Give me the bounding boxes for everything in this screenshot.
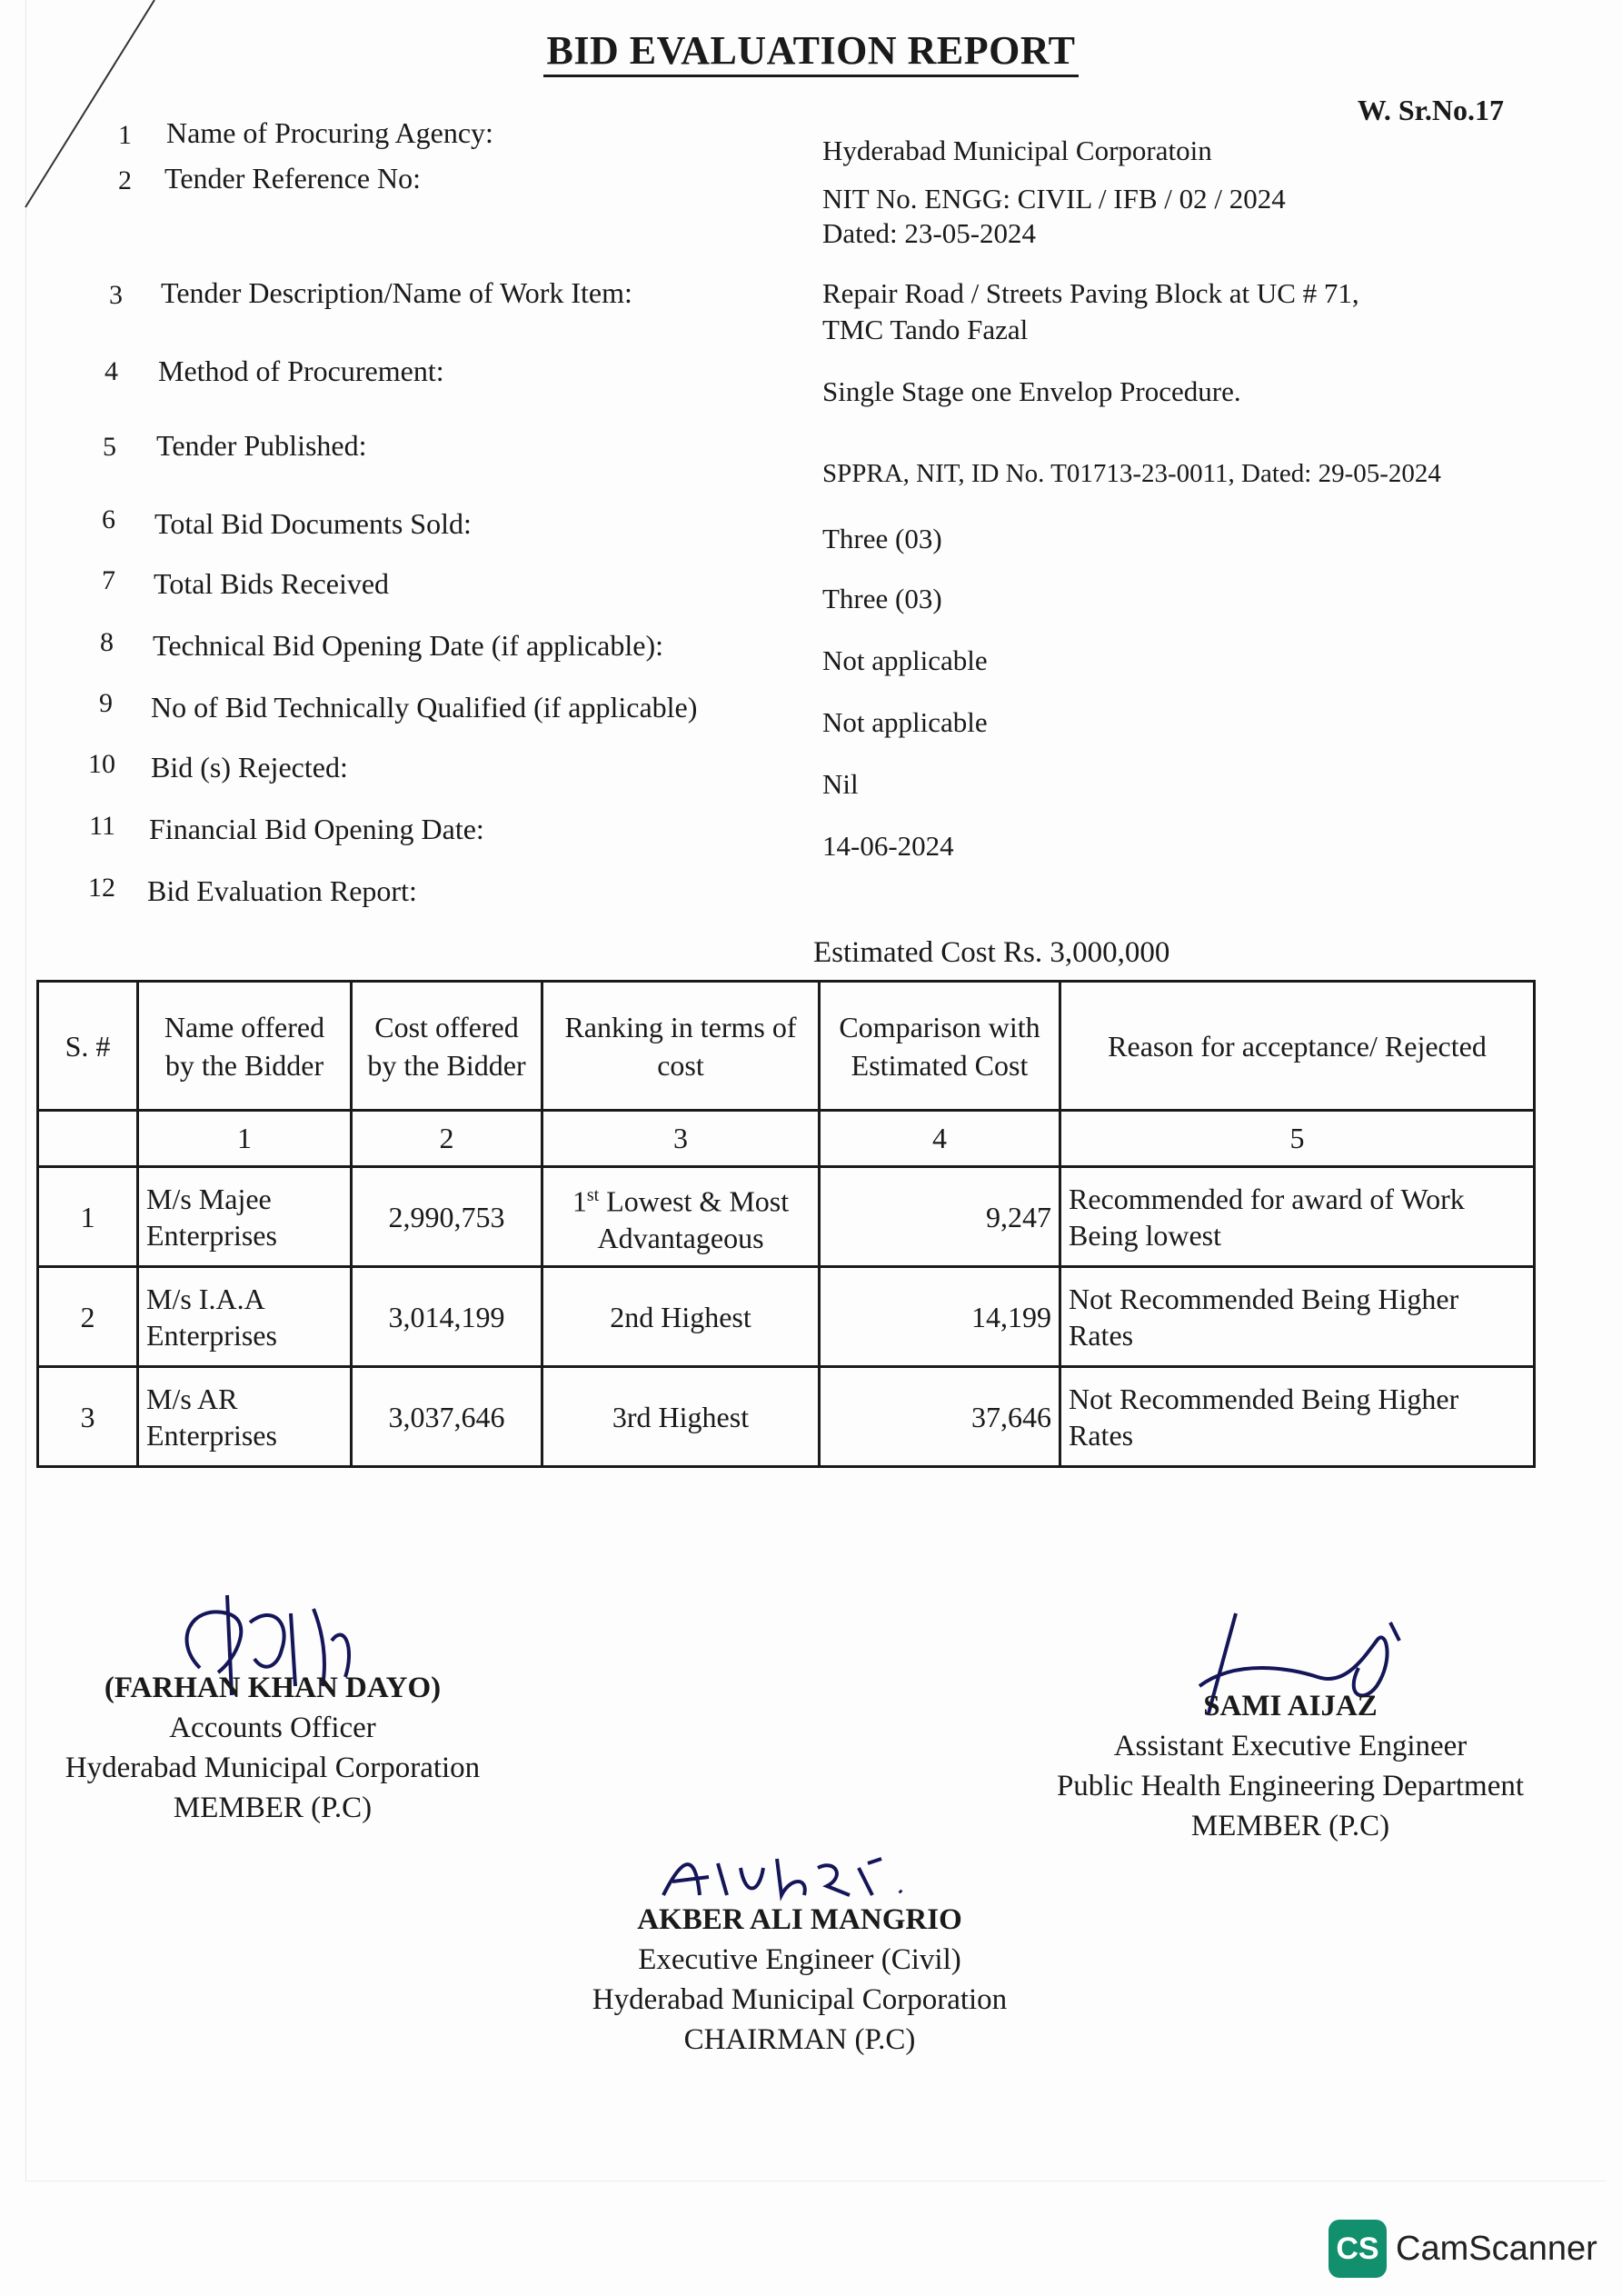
camscanner-icon: CS xyxy=(1328,2220,1387,2278)
signatory-left-role: MEMBER (P.C) xyxy=(173,1792,373,1824)
field-value-tender-ref: NIT No. ENGG: CIVIL / IFB / 02 / 2024 xyxy=(822,183,1286,215)
cell-ranking: 2nd Highest xyxy=(542,1267,820,1367)
header-comparison: Comparison with Estimated Cost xyxy=(820,982,1060,1111)
estimated-cost: Estimated Cost Rs. 3,000,000 xyxy=(813,936,1170,969)
field-value-docs-sold: Three (03) xyxy=(822,523,942,554)
rank-number: 1 xyxy=(572,1184,587,1218)
field-value-description-2: TMC Tando Fazal xyxy=(822,314,1029,345)
header-serial: S. # xyxy=(38,982,138,1111)
cell-comparison: 14,199 xyxy=(820,1267,1060,1367)
field-num-7: 7 xyxy=(102,565,115,595)
cell-serial: 1 xyxy=(38,1167,138,1267)
camscanner-label: CamScanner xyxy=(1396,2229,1597,2268)
field-num-8: 8 xyxy=(100,627,114,657)
field-value-bids-received: Three (03) xyxy=(822,583,942,614)
rank-superscript: st xyxy=(586,1185,600,1206)
report-title: BID EVALUATION REPORT xyxy=(0,27,1622,74)
field-value-published: SPPRA, NIT, ID No. T01713-23-0011, Dated: 29-05-2024 xyxy=(822,459,1441,488)
cell-reason: Recommended for award of Work Being lowest xyxy=(1060,1167,1535,1267)
field-value-technically-qualified: Not applicable xyxy=(822,706,988,738)
field-label-docs-sold: Total Bid Documents Sold: xyxy=(154,507,472,540)
cell-ranking: 3rd Highest xyxy=(542,1367,820,1467)
field-value-tender-date: Dated: 23-05-2024 xyxy=(822,217,1037,249)
rank-text: Lowest & Most Advantageous xyxy=(597,1184,790,1254)
field-num-4: 4 xyxy=(104,356,118,386)
header-bidder-name: Name offered by the Bidder xyxy=(138,982,352,1111)
field-value-rejected: Nil xyxy=(822,768,859,800)
cell-bidder-name: M/s Majee Enterprises xyxy=(138,1167,352,1267)
cell-cost: 3,037,646 xyxy=(352,1367,542,1467)
index-cell: 4 xyxy=(820,1111,1060,1167)
signatory-right-designation: Assistant Executive Engineer xyxy=(1113,1730,1468,1762)
index-cell: 1 xyxy=(138,1111,352,1167)
table-row xyxy=(38,1367,1535,1467)
field-num-10: 10 xyxy=(88,749,115,779)
cell-bidder-name: M/s AR Enterprises xyxy=(138,1367,352,1467)
field-value-method: Single Stage one Envelop Procedure. xyxy=(822,375,1241,407)
field-label-published: Tender Published: xyxy=(156,429,367,462)
field-label-rejected: Bid (s) Rejected: xyxy=(151,751,348,784)
index-cell: 5 xyxy=(1060,1111,1535,1167)
table-row xyxy=(38,1167,1535,1267)
field-label-technically-qualified: No of Bid Technically Qualified (if applicable) xyxy=(151,691,698,724)
header-reason: Reason for acceptance/ Rejected xyxy=(1060,982,1535,1111)
field-num-2: 2 xyxy=(118,165,132,195)
field-label-technical-opening: Technical Bid Opening Date (if applicable): xyxy=(153,629,663,662)
cell-reason: Not Recommended Being Higher Rates xyxy=(1060,1367,1535,1467)
cell-cost: 2,990,753 xyxy=(352,1167,542,1267)
field-label-bids-received: Total Bids Received xyxy=(154,567,390,600)
cell-serial: 3 xyxy=(38,1367,138,1467)
index-cell xyxy=(38,1111,138,1167)
field-num-3: 3 xyxy=(109,280,123,310)
field-num-11: 11 xyxy=(89,811,115,841)
signatory-left-designation: Accounts Officer xyxy=(169,1712,376,1744)
field-label-financial-opening: Financial Bid Opening Date: xyxy=(149,813,484,845)
signatory-left-org: Hyderabad Municipal Corporation xyxy=(65,1752,481,1784)
cell-comparison: 9,247 xyxy=(820,1167,1060,1267)
signatory-left xyxy=(36,1668,509,1828)
serial-number: W. Sr.No.17 xyxy=(1357,94,1504,126)
signatory-center-role: CHAIRMAN (P.C) xyxy=(683,2023,916,2056)
signatory-center-designation: Executive Engineer (Civil) xyxy=(638,1943,961,1976)
field-label-agency: Name of Procuring Agency: xyxy=(166,116,493,149)
signatory-left-name: (FARHAN KHAN DAYO) xyxy=(104,1672,442,1704)
cell-serial: 2 xyxy=(38,1267,138,1367)
field-value-agency: Hyderabad Municipal Corporatoin xyxy=(822,135,1212,166)
signatory-center-name: AKBER ALI MANGRIO xyxy=(637,1903,962,1936)
signatory-right-role: MEMBER (P.C) xyxy=(1190,1810,1390,1842)
field-num-1: 1 xyxy=(118,120,132,150)
header-ranking: Ranking in terms of cost xyxy=(542,982,820,1111)
cell-bidder-name: M/s I.A.A Enterprises xyxy=(138,1267,352,1367)
field-value-technical-opening: Not applicable xyxy=(822,644,988,676)
cell-reason: Not Recommended Being Higher Rates xyxy=(1060,1267,1535,1367)
field-num-5: 5 xyxy=(103,432,116,462)
field-num-12: 12 xyxy=(88,873,115,903)
table-header-row xyxy=(38,982,1535,1111)
signatory-right-org: Public Health Engineering Department xyxy=(1056,1770,1525,1802)
cell-ranking xyxy=(542,1167,820,1267)
header-cost-offered: Cost offered by the Bidder xyxy=(352,982,542,1111)
table-row xyxy=(38,1267,1535,1367)
camscanner-watermark xyxy=(1328,2220,1597,2278)
column-index-row xyxy=(38,1111,1535,1167)
field-label-tender-ref: Tender Reference No: xyxy=(164,162,422,195)
index-cell: 3 xyxy=(542,1111,820,1167)
cell-comparison: 37,646 xyxy=(820,1367,1060,1467)
cell-cost: 3,014,199 xyxy=(352,1267,542,1367)
field-num-6: 6 xyxy=(102,504,115,534)
signatory-right xyxy=(1036,1686,1545,1846)
bid-evaluation-table xyxy=(36,980,1536,1468)
index-cell: 2 xyxy=(352,1111,542,1167)
field-num-9: 9 xyxy=(99,688,113,718)
field-value-description: Repair Road / Streets Paving Block at UC # 71, xyxy=(822,277,1359,309)
field-value-financial-opening: 14-06-2024 xyxy=(822,830,954,862)
field-label-evaluation-report: Bid Evaluation Report: xyxy=(147,874,417,907)
signatory-center xyxy=(500,1900,1100,2060)
field-label-method: Method of Procurement: xyxy=(158,354,444,387)
signatory-right-name: SAMI AIJAZ xyxy=(1203,1690,1378,1722)
signatory-center-org: Hyderabad Municipal Corporation xyxy=(592,1983,1008,2016)
field-label-description: Tender Description/Name of Work Item: xyxy=(161,276,632,309)
